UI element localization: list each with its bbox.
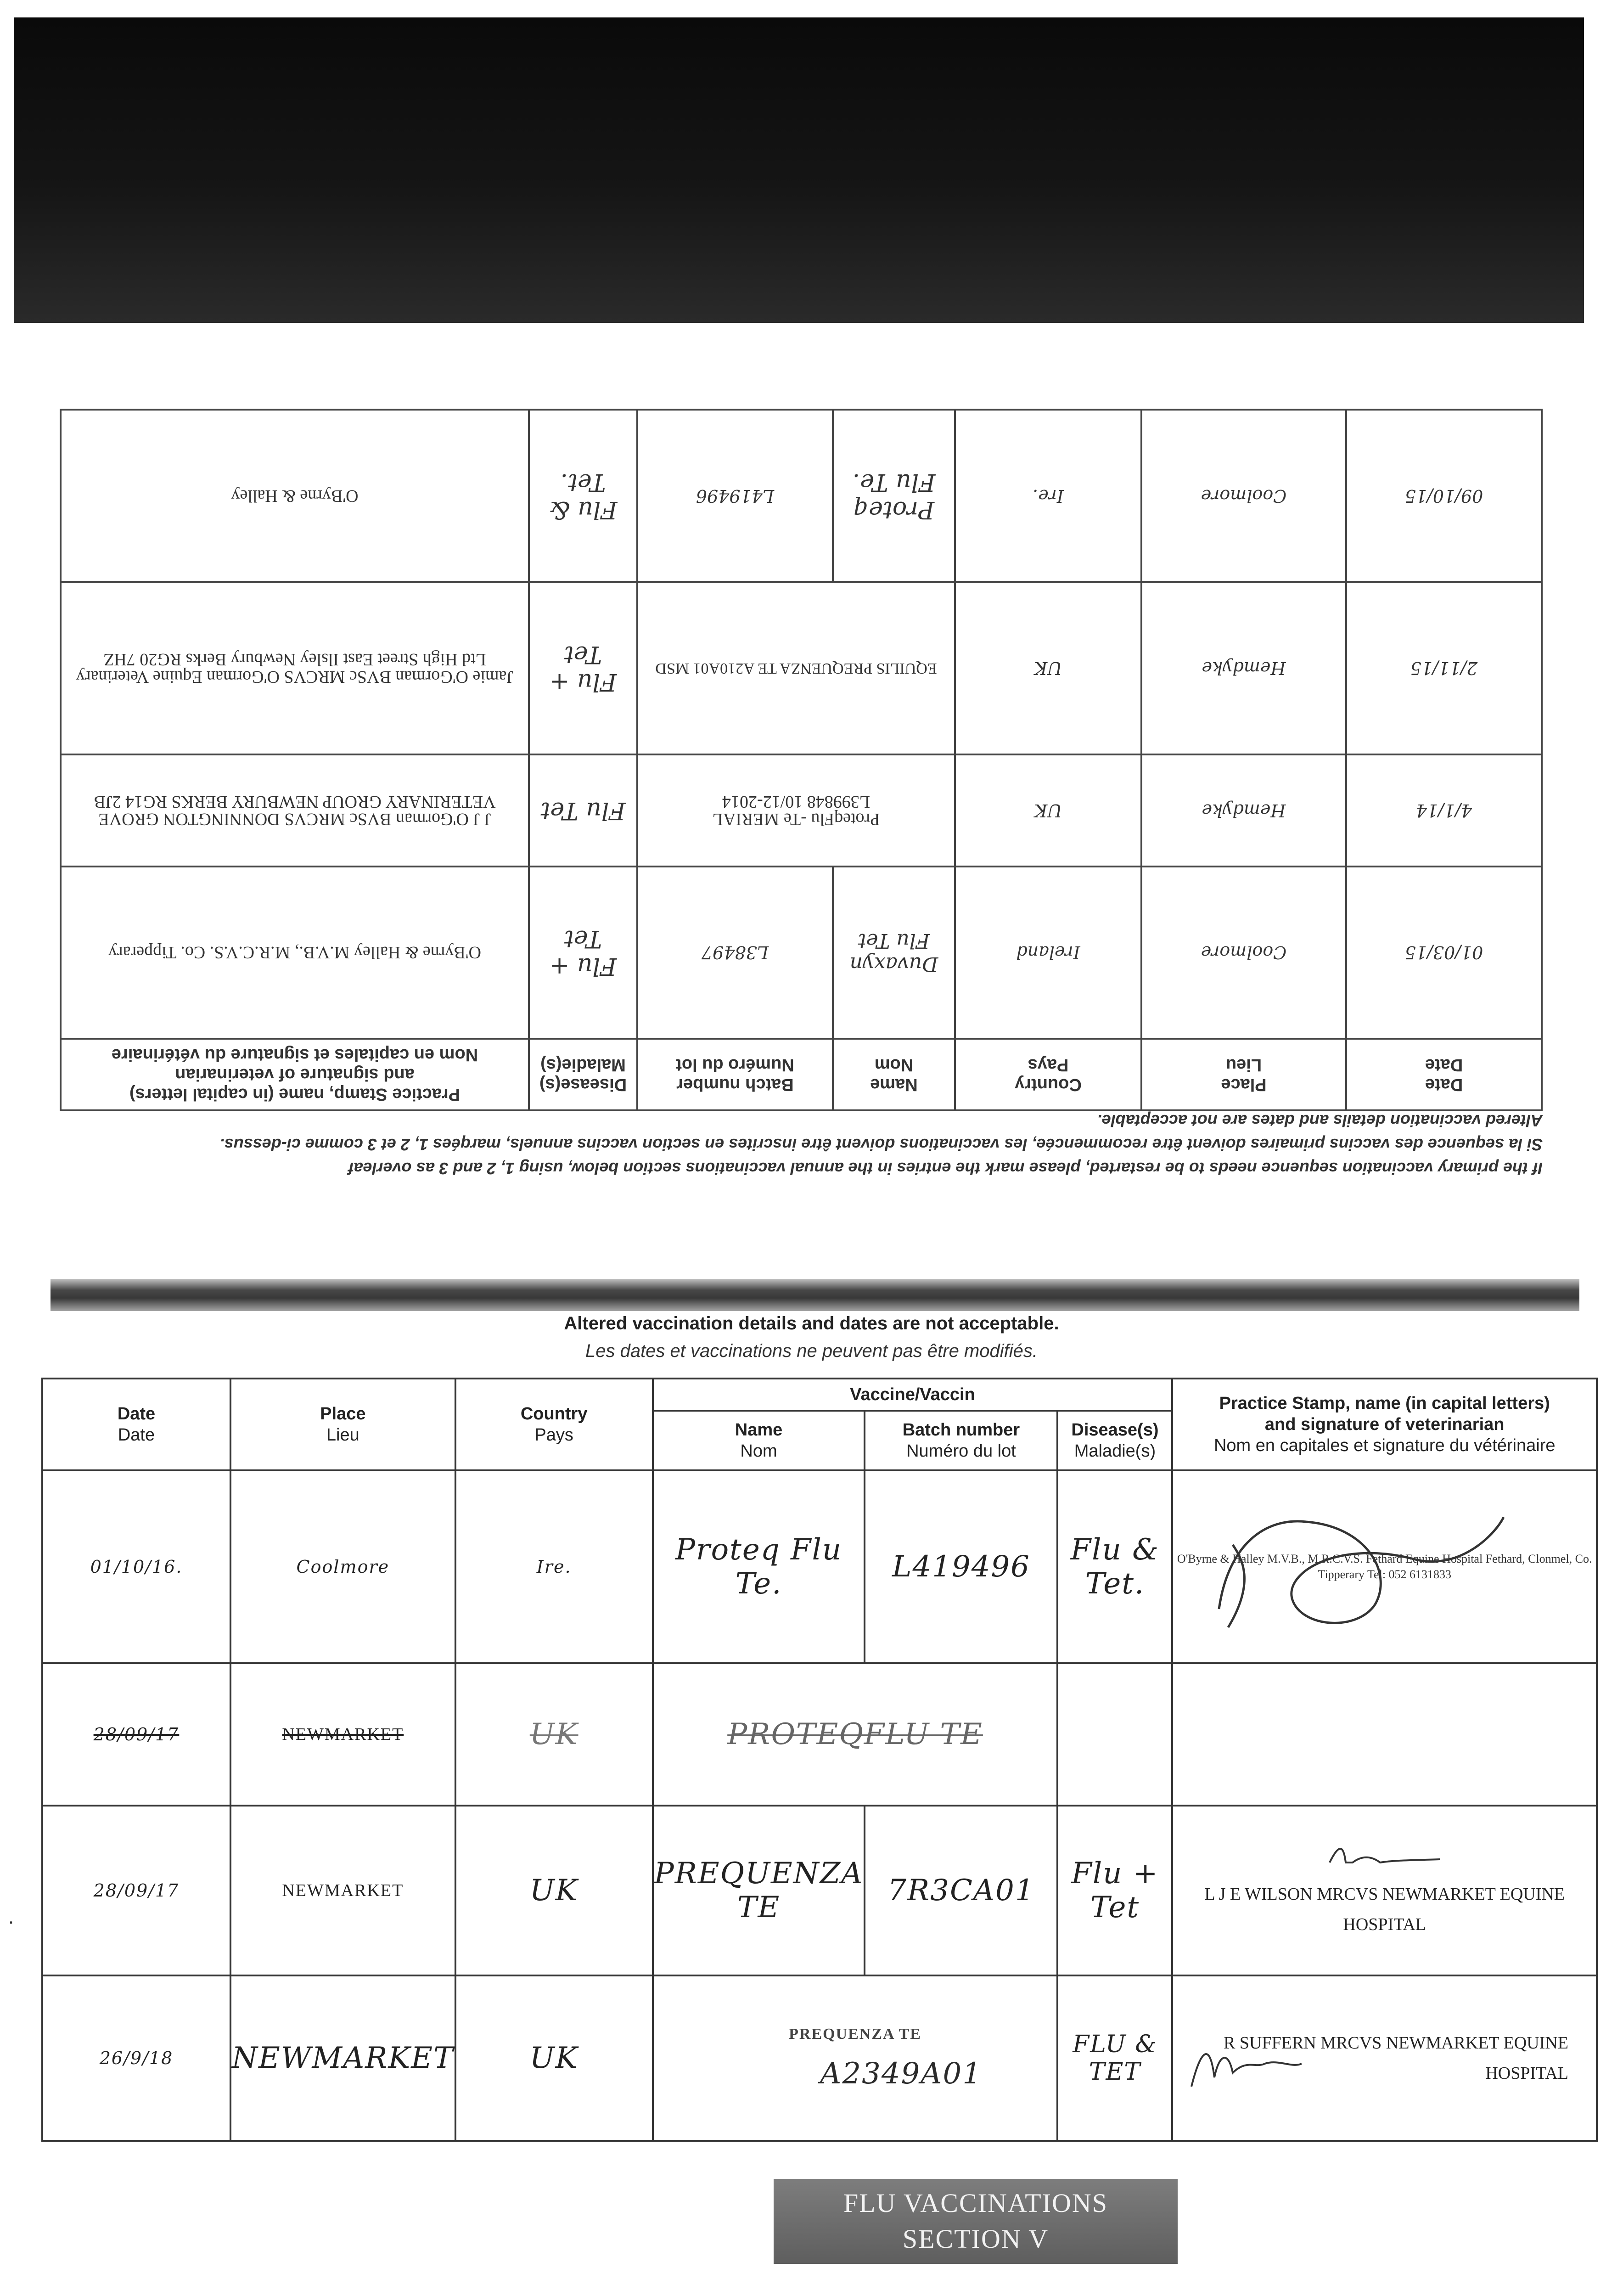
reverse-notice-en: If the primary vaccination sequence needs to be restarted, please mark the entries in the annual vaccinations section below, using 1, 2 and 3 as overleaf [348, 1159, 1543, 1178]
reverse-row [61, 867, 1542, 1039]
reverse-notice [60, 1109, 1543, 1180]
header-vaccine-group: Vaccine/Vaccin [653, 1379, 1173, 1411]
flu-vaccination-table [41, 1378, 1598, 2142]
row-country: UK [455, 1975, 653, 2141]
table-row [42, 1663, 1597, 1806]
section-badge-subtitle: SECTION V [902, 2224, 1049, 2254]
reverse-disease: Flu & Tet. [529, 410, 637, 582]
reverse-vaccine-label: ProteqFlu -Te MERIAL L399848 10/12-2014 [637, 754, 955, 867]
row-vaccine-name: PREQUENZA TE [653, 1806, 865, 1975]
reverse-row [61, 582, 1542, 754]
reverse-date: 2/11/15 [1346, 582, 1542, 754]
reverse-name: Proteq Flu Te. [833, 410, 955, 582]
header-country: Country Pays [455, 1379, 653, 1470]
reverse-header-country: Country Pays [955, 1039, 1141, 1110]
reverse-place: Coolmore [1141, 867, 1346, 1039]
row-country: UK [455, 1806, 653, 1975]
reverse-place: Hemdyke [1141, 754, 1346, 867]
header-date: Date Date [42, 1379, 230, 1470]
row-date: 01/10/16. [42, 1470, 230, 1663]
row-diseases [1057, 1663, 1172, 1806]
row-stamp [1172, 1470, 1597, 1663]
table-row [42, 1975, 1597, 2141]
header-disease: Disease(s) Maladie(s) [1057, 1411, 1172, 1470]
row-stamp [1172, 1806, 1597, 1975]
reverse-name: Duvaxyn Flu Tet [833, 867, 955, 1039]
reverse-stamp: O'Byrne & Halley [61, 410, 529, 582]
margin-mark: . [8, 1906, 14, 1928]
row-country: UK [455, 1663, 653, 1806]
reverse-disease: Flu + Tet [529, 867, 637, 1039]
reverse-date: 09/10/15 [1346, 410, 1542, 582]
reverse-place: Coolmore [1141, 410, 1346, 582]
row-place: Coolmore [230, 1470, 455, 1663]
row-date: 28/09/17 [42, 1663, 230, 1806]
row-diseases: Flu + Tet [1057, 1806, 1172, 1975]
reverse-date: 4/1/14 [1346, 754, 1542, 867]
reverse-notice-fr: Si la sequence des vaccins primaires doivent être recommencée, les vaccinations doivent être inscrites en section vaccins annuels, marqées 1, 2 et 3 comme ci-dessus. [219, 1135, 1543, 1154]
header-stamp: Practice Stamp, name (in capital letters) and signature of veterinarian Nom en capitales et signature du vétérinaire [1172, 1379, 1597, 1470]
header-name: Name Nom [653, 1411, 865, 1470]
reverse-header-disease: Disease(s) Maladie(s) [529, 1039, 637, 1110]
reverse-header-place: Place Lieu [1141, 1039, 1346, 1110]
reverse-header-name: Name Nom [833, 1039, 955, 1110]
redacted-strip [51, 1279, 1579, 1311]
reverse-row [61, 410, 1542, 582]
row-vaccine-name: PROTEQFLU TE [653, 1663, 1058, 1806]
row-stamp [1172, 1975, 1597, 2141]
altered-notice-fr: Les dates et vaccinations ne peuvent pas être modifiés. [585, 1341, 1038, 1361]
row-batch-number: 7R3CA01 [865, 1806, 1057, 1975]
signature-icon [1325, 1842, 1444, 1869]
reverse-date: 01/03/15 [1346, 867, 1542, 1039]
section-badge-title: FLU VACCINATIONS [843, 2188, 1108, 2218]
reverse-country: UK [955, 582, 1141, 754]
reverse-stamp: O'Byrne & Halley M.V.B., M.R.C.V.S. Co. Tipperary [61, 867, 529, 1039]
row-batch-number: L419496 [865, 1470, 1057, 1663]
practice-stamp: O'Byrne & Halley M.V.B., M.R.C.V.S. Fethard Equine Hospital Fethard, Clonmel, Co. Tipperary Tel: 052 6131833 [1177, 1552, 1592, 1581]
reverse-header-date: Date Date [1346, 1039, 1542, 1110]
row-date: 26/9/18 [42, 1975, 230, 2141]
row-place: NEWMARKET [230, 1975, 455, 2141]
signature-icon [1187, 2032, 1306, 2096]
row-batch-number: A2349A01 [820, 2057, 982, 2091]
row-diseases: FLU & TET [1057, 1975, 1172, 2141]
header-batch: Batch number Numéro du lot [865, 1411, 1057, 1470]
row-vaccine-name-batch [653, 1975, 1058, 2141]
reverse-header-batch: Batch number Numéro du lot [637, 1039, 833, 1110]
reverse-row [61, 754, 1542, 867]
altered-notice-en: Altered vaccination details and dates are not acceptable. [564, 1313, 1059, 1334]
redacted-header-area [14, 17, 1584, 323]
reverse-batch: L38497 [637, 867, 833, 1039]
row-place: NEWMARKET [230, 1663, 455, 1806]
row-vaccine-name: PREQUENZA TE [789, 2026, 921, 2043]
vet-name-stamp: R SUFFERN MRCVS NEWMARKET EQUINE HOSPITAL [1224, 2033, 1568, 2083]
row-vaccine-name: Proteq Flu Te. [653, 1470, 865, 1663]
reverse-batch: L419496 [637, 410, 833, 582]
reverse-stamp: Jamie O'Gorman BVSc MRCVS O'Gorman Equine Veterinary Ltd High Street East Ilsley Newbury Berks RG20 7HZ [61, 582, 529, 754]
header-place: Place Lieu [230, 1379, 455, 1470]
row-stamp [1172, 1663, 1597, 1806]
reverse-country: Ireland [955, 867, 1141, 1039]
reverse-stamp: J J O'Gorman BVSc MRCVS DONNINGTON GROVE VETERINARY GROUP NEWBURY BERKS RG14 2JB [61, 754, 529, 867]
reverse-altered-en: Altered vaccination details and dates are not acceptable. [1097, 1111, 1543, 1130]
row-country: Ire. [455, 1470, 653, 1663]
reverse-header-stamp: Practice Stamp, name (in capital letters) and signature of veterinarian Nom en capitales et signature du vétérinaire [61, 1039, 529, 1110]
reverse-country: UK [955, 754, 1141, 867]
reverse-page-section [60, 409, 1543, 1180]
table-row [42, 1806, 1597, 1975]
reverse-place: Hemdyke [1141, 582, 1346, 754]
section-badge [774, 2179, 1178, 2264]
row-date: 28/09/17 [42, 1806, 230, 1975]
reverse-vaccine-label: EQUILIS PREQUENZA TE A210A01 MSD [637, 582, 955, 754]
reverse-disease: Flu Tet [529, 754, 637, 867]
vet-name-stamp: L J E WILSON MRCVS NEWMARKET EQUINE HOSPITAL [1204, 1884, 1565, 1934]
row-diseases: Flu & Tet. [1057, 1470, 1172, 1663]
table-row [42, 1470, 1597, 1663]
reverse-country: Ire. [955, 410, 1141, 582]
reverse-disease: Flu + Tet [529, 582, 637, 754]
row-place: NEWMARKET [230, 1806, 455, 1975]
reverse-vaccination-table [60, 409, 1543, 1111]
